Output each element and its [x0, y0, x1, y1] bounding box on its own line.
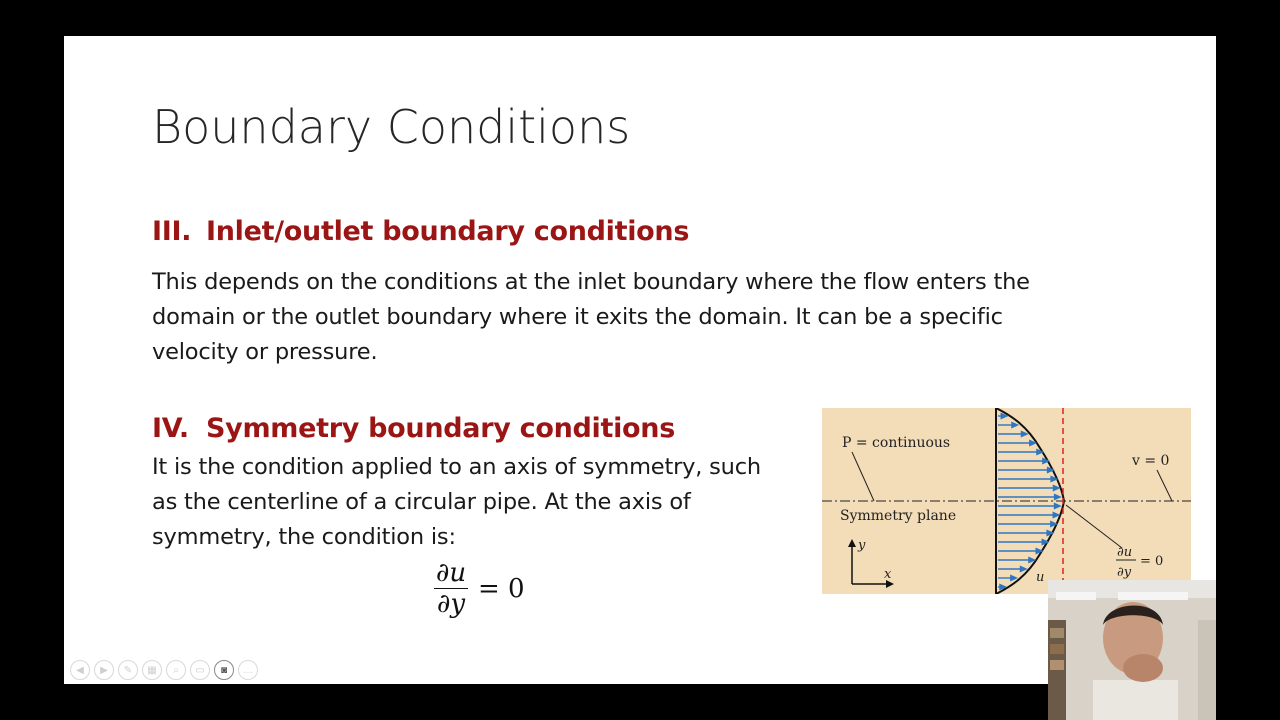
section4-line: as the centerline of a circular pipe. At the axis of	[152, 489, 691, 515]
presentation-toolbar	[70, 660, 258, 680]
u-label: u	[1036, 570, 1045, 585]
zoom-icon[interactable]: ⌕	[166, 660, 186, 680]
equation-numerator: ∂u	[435, 558, 467, 588]
symmetry-plane-label: Symmetry plane	[840, 508, 957, 524]
more-icon[interactable]: …	[238, 660, 258, 680]
section3-line: velocity or pressure.	[152, 339, 378, 365]
section4-heading	[152, 413, 675, 444]
x-axis-label: x	[884, 567, 892, 582]
subtitles-icon[interactable]: ▭	[190, 660, 210, 680]
section4-line: It is the condition applied to an axis of symmetry, such	[152, 454, 761, 480]
slide	[64, 36, 1216, 684]
du-rhs: = 0	[1140, 554, 1164, 569]
section4-line: symmetry, the condition is:	[152, 524, 456, 550]
slides-icon[interactable]: ▦	[142, 660, 162, 680]
section3-paragraph	[152, 265, 1152, 370]
section4-paragraph	[152, 450, 812, 555]
symmetry-figure	[822, 408, 1191, 594]
p-continuous-label: P = continuous	[842, 435, 951, 451]
equation-fraction	[434, 558, 468, 619]
section3-heading-text: Inlet/outlet boundary conditions	[206, 216, 690, 247]
section4-number: IV.	[152, 413, 189, 444]
back-icon[interactable]: ◀	[70, 660, 90, 680]
v-zero-label: v = 0	[1132, 453, 1170, 469]
equation-denominator: ∂y	[436, 589, 466, 619]
camera-icon[interactable]: ◙	[214, 660, 234, 680]
y-axis-label: y	[858, 538, 866, 553]
webcam-frame	[1048, 580, 1216, 720]
section4-heading-text: Symmetry boundary conditions	[206, 413, 675, 444]
du-denominator: ∂y	[1117, 565, 1132, 580]
symmetry-equation	[434, 558, 525, 619]
section3-line: This depends on the conditions at the inlet boundary where the flow enters the	[152, 269, 1030, 295]
section3-line: domain or the outlet boundary where it exits the domain. It can be a specific	[152, 304, 1003, 330]
presenter-webcam	[1048, 580, 1216, 720]
pen-icon[interactable]: ✎	[118, 660, 138, 680]
equation-rhs: = 0	[478, 573, 525, 604]
section3-heading	[152, 216, 689, 247]
forward-icon[interactable]: ▶	[94, 660, 114, 680]
du-numerator: ∂u	[1117, 545, 1133, 560]
slide-title: Boundary Conditions	[152, 100, 631, 154]
section3-number: III.	[152, 216, 192, 247]
